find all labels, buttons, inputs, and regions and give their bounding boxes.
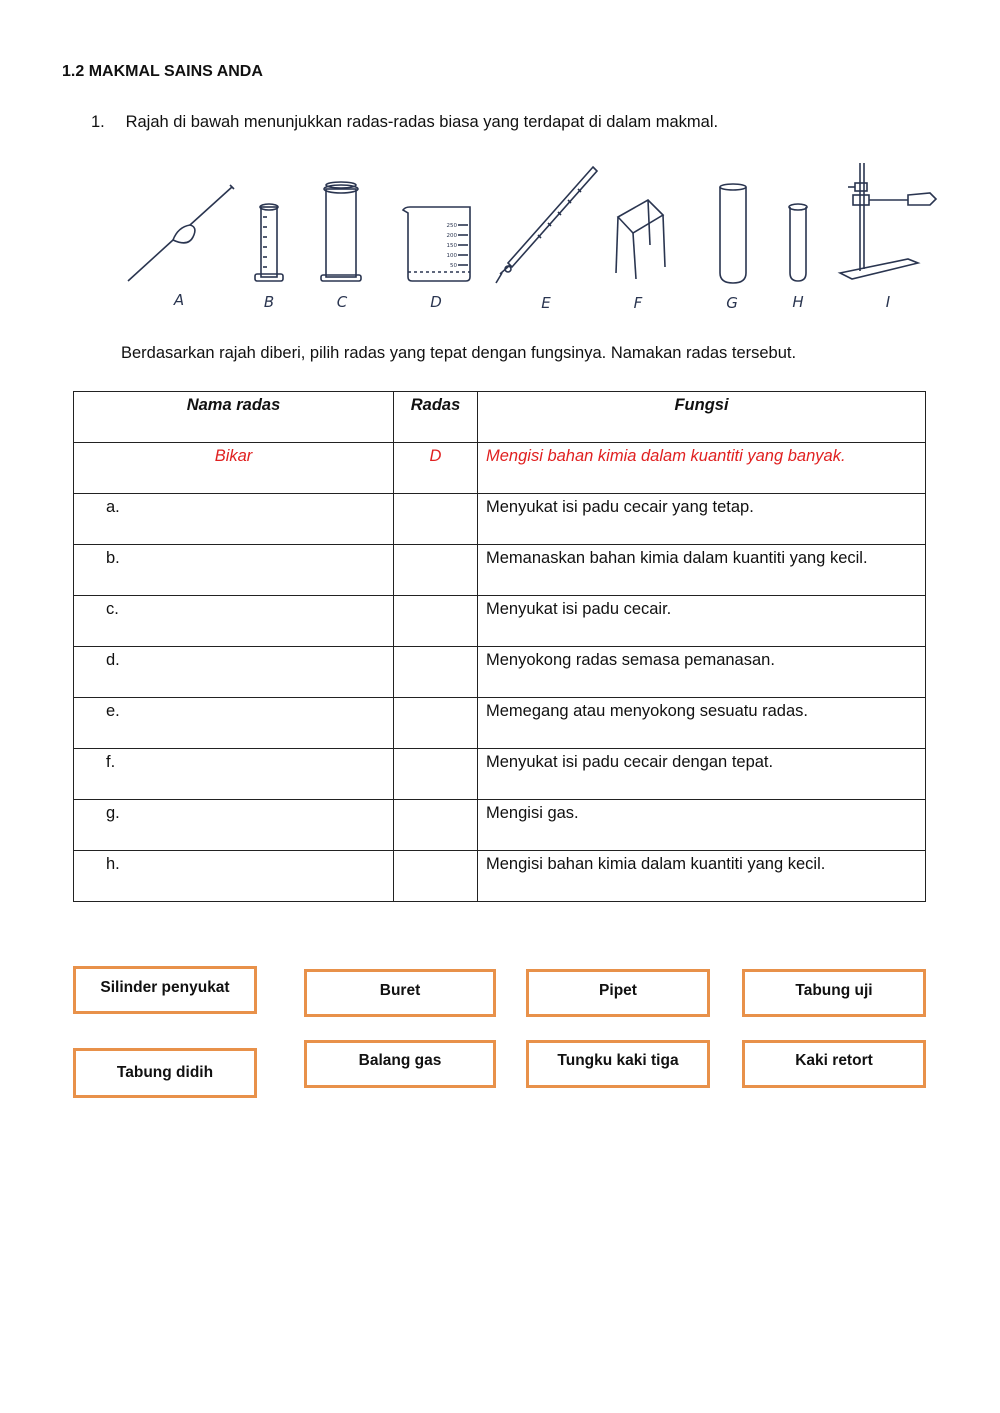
figure-label-b: B — [263, 293, 275, 311]
answer-name-h[interactable]: h. — [74, 851, 394, 902]
figure-label-i: I — [885, 293, 891, 311]
question-1 — [91, 113, 718, 132]
answer-radas-h[interactable] — [394, 851, 478, 902]
figure-label-e: E — [541, 294, 551, 312]
option-kaki-retort[interactable]: Kaki retort — [742, 1040, 926, 1088]
row-fungsi: Mengisi bahan kimia dalam kuantiti yang kecil. — [478, 851, 926, 902]
beaker-mark: 50 — [450, 263, 457, 269]
beaker-mark: 250 — [446, 223, 457, 229]
option-tungku-kaki-tiga[interactable]: Tungku kaki tiga — [526, 1040, 710, 1088]
table-row — [74, 545, 926, 596]
table-row — [74, 494, 926, 545]
question-number: 1. — [91, 113, 105, 131]
header-nama-radas: Nama radas — [74, 392, 394, 443]
answer-table — [73, 391, 926, 902]
answer-name-b[interactable]: b. — [74, 545, 394, 596]
header-fungsi: Fungsi — [478, 392, 926, 443]
measuring-cylinder-drawing — [255, 204, 283, 281]
answer-name-f[interactable]: f. — [74, 749, 394, 800]
retort-stand-drawing — [840, 163, 936, 279]
row-fungsi: Memegang atau menyokong sesuatu radas. — [478, 698, 926, 749]
option-buret[interactable]: Buret — [304, 969, 496, 1017]
row-fungsi: Menyukat isi padu cecair. — [478, 596, 926, 647]
beaker-drawing — [403, 207, 470, 281]
option-pipet[interactable]: Pipet — [526, 969, 710, 1017]
row-fungsi: Menyukat isi padu cecair yang tetap. — [478, 494, 926, 545]
figure-label-c: C — [336, 293, 348, 311]
option-tabung-uji[interactable]: Tabung uji — [742, 969, 926, 1017]
table-row — [74, 596, 926, 647]
figure-label-a: A — [173, 291, 185, 309]
table-row — [74, 698, 926, 749]
beaker-mark: 200 — [446, 233, 457, 239]
header-radas: Radas — [394, 392, 478, 443]
table-header-row — [74, 392, 926, 443]
row-fungsi: Menyokong radas semasa pemanasan. — [478, 647, 926, 698]
burette-drawing — [496, 167, 597, 283]
example-name: Bikar — [74, 443, 394, 494]
gas-jar-drawing — [321, 182, 361, 281]
answer-name-a[interactable]: a. — [74, 494, 394, 545]
figure-label-h: H — [792, 293, 804, 311]
beaker-mark: 100 — [446, 253, 457, 259]
figure-label-d: D — [430, 293, 442, 311]
table-row — [74, 749, 926, 800]
example-radas: D — [394, 443, 478, 494]
pipette-drawing — [128, 185, 234, 281]
answer-name-c[interactable]: c. — [74, 596, 394, 647]
table-row — [74, 647, 926, 698]
test-tube-drawing — [789, 204, 807, 281]
row-fungsi: Memanaskan bahan kimia dalam kuantiti yang kecil. — [478, 545, 926, 596]
answer-radas-f[interactable] — [394, 749, 478, 800]
answer-radas-d[interactable] — [394, 647, 478, 698]
question-text: Rajah di bawah menunjukkan radas-radas biasa yang terdapat di dalam makmal. — [125, 113, 719, 131]
answer-radas-e[interactable] — [394, 698, 478, 749]
answer-radas-c[interactable] — [394, 596, 478, 647]
answer-name-e[interactable]: e. — [74, 698, 394, 749]
example-row — [74, 443, 926, 494]
table-row — [74, 851, 926, 902]
answer-radas-g[interactable] — [394, 800, 478, 851]
example-fungsi: Mengisi bahan kimia dalam kuantiti yang banyak. — [478, 443, 926, 494]
boiling-tube-drawing — [720, 184, 746, 283]
option-silinder-penyukat[interactable]: Silinder penyukat — [73, 966, 257, 1014]
figure-label-g: G — [726, 294, 738, 312]
instruction-text: Berdasarkan rajah diberi, pilih radas yang tepat dengan fungsinya. Namakan radas tersebut. — [121, 344, 797, 362]
row-fungsi: Mengisi gas. — [478, 800, 926, 851]
answer-radas-b[interactable] — [394, 545, 478, 596]
option-balang-gas[interactable]: Balang gas — [304, 1040, 496, 1088]
apparatus-figure — [118, 155, 946, 325]
tripod-drawing — [616, 200, 665, 279]
row-fungsi: Menyukat isi padu cecair dengan tepat. — [478, 749, 926, 800]
option-tabung-didih[interactable]: Tabung didih — [73, 1048, 257, 1098]
answer-name-d[interactable]: d. — [74, 647, 394, 698]
page-title: 1.2 MAKMAL SAINS ANDA — [62, 63, 263, 80]
beaker-mark: 150 — [446, 243, 457, 249]
answer-name-g[interactable]: g. — [74, 800, 394, 851]
table-row — [74, 800, 926, 851]
answer-radas-a[interactable] — [394, 494, 478, 545]
figure-label-f: F — [633, 294, 643, 312]
